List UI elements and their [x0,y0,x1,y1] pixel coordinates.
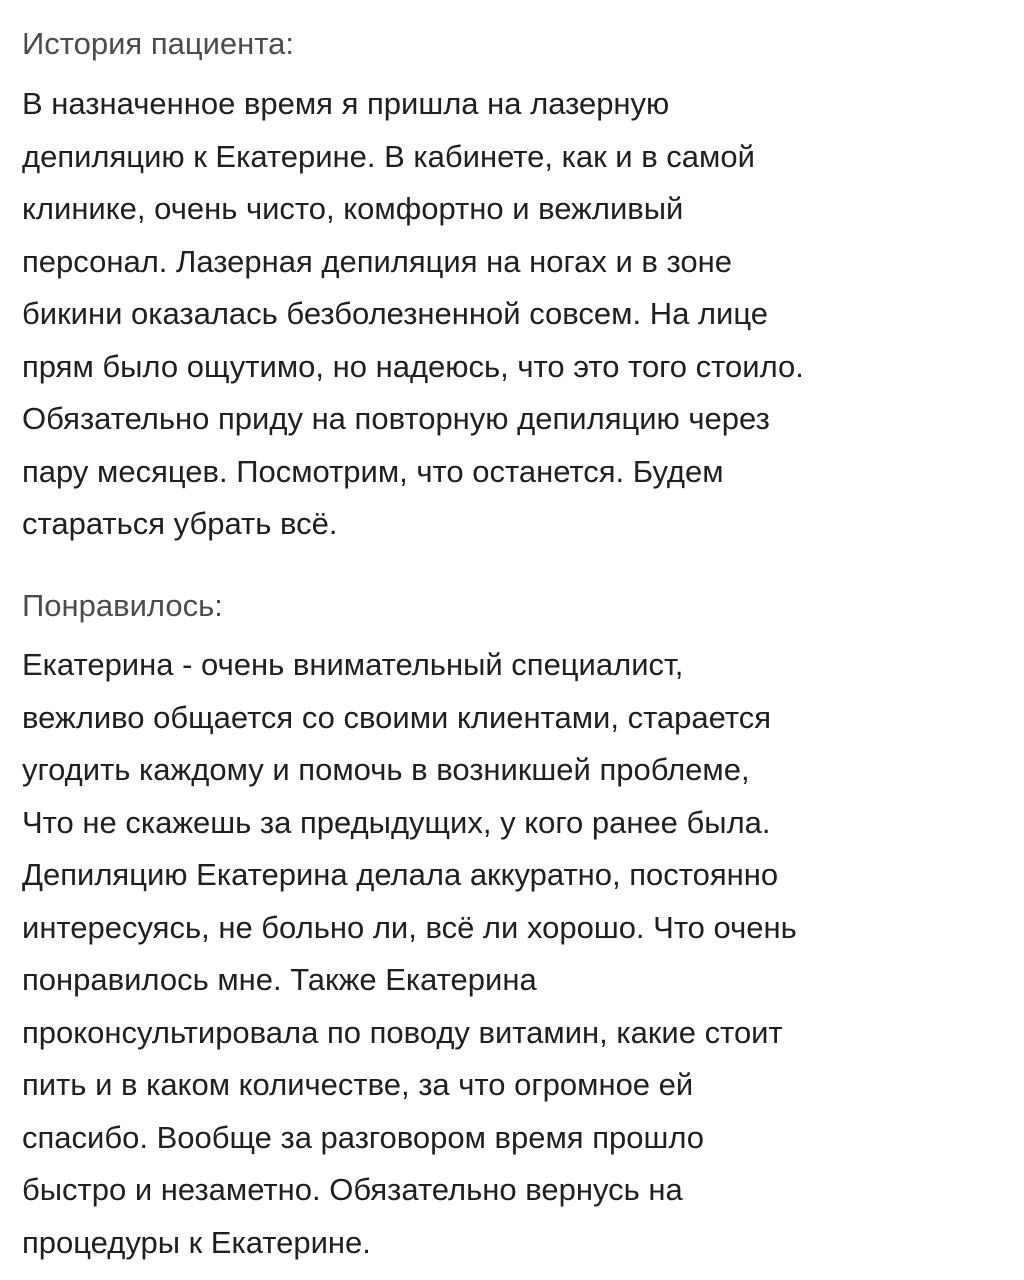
liked-line: Екатерина - очень внимательный специалист, [22,647,684,682]
patient-history-line: прям было ощутимо, но надеюсь, что это того стоило. [22,348,804,384]
patient-history-line: персонал. Лазерная депиляция на ногах и в зоне [22,243,732,279]
patient-history-line: депиляцию к Екатерине. В кабинете, как и в самой [22,138,755,174]
liked-line: Депиляцию Екатерина делала аккуратно, постоянно [22,857,779,892]
liked-line: вежливо общается со своими клиентами, старается [22,699,771,735]
patient-history-line: Обязательно приду на повторную депиляцию через [22,401,770,436]
liked-line: Что не скажешь за предыдущих, у кого ранее была. [22,804,771,840]
patient-history-line: В назначенное время я пришла на лазерную [22,86,670,121]
liked-line: процедуры к Екатерине. [22,1224,371,1260]
liked-line: интересуясь, не больно ли, всё ли хорошо. Что очень [22,909,797,945]
patient-history-line: клинике, очень чисто, комфортно и вежливый [22,191,684,226]
patient-history-line: бикини оказалась безболезненной совсем. На лице [22,296,768,331]
liked-line: пить и в каком количестве, за что огромное ей [22,1067,694,1102]
liked-line: понравилось мне. Также Екатерина [22,962,537,997]
liked-line: угодить каждому и помочь в возникшей проблеме, [22,752,750,787]
patient-history-text [22,78,804,551]
patient-history-heading: История пациента: [22,26,294,61]
liked-line: быстро и незаметно. Обязательно вернусь на [22,1172,683,1207]
liked-heading: Понравилось: [22,588,223,623]
liked-text [22,639,797,1269]
liked-line: проконсультировала по поводу витамин, какие стоит [22,1014,783,1050]
patient-history-line: пару месяцев. Посмотрим, что останется. Будем [22,453,724,489]
liked-line: спасибо. Вообще за разговором время прошло [22,1119,705,1155]
patient-history-line: стараться убрать всё. [22,506,338,541]
